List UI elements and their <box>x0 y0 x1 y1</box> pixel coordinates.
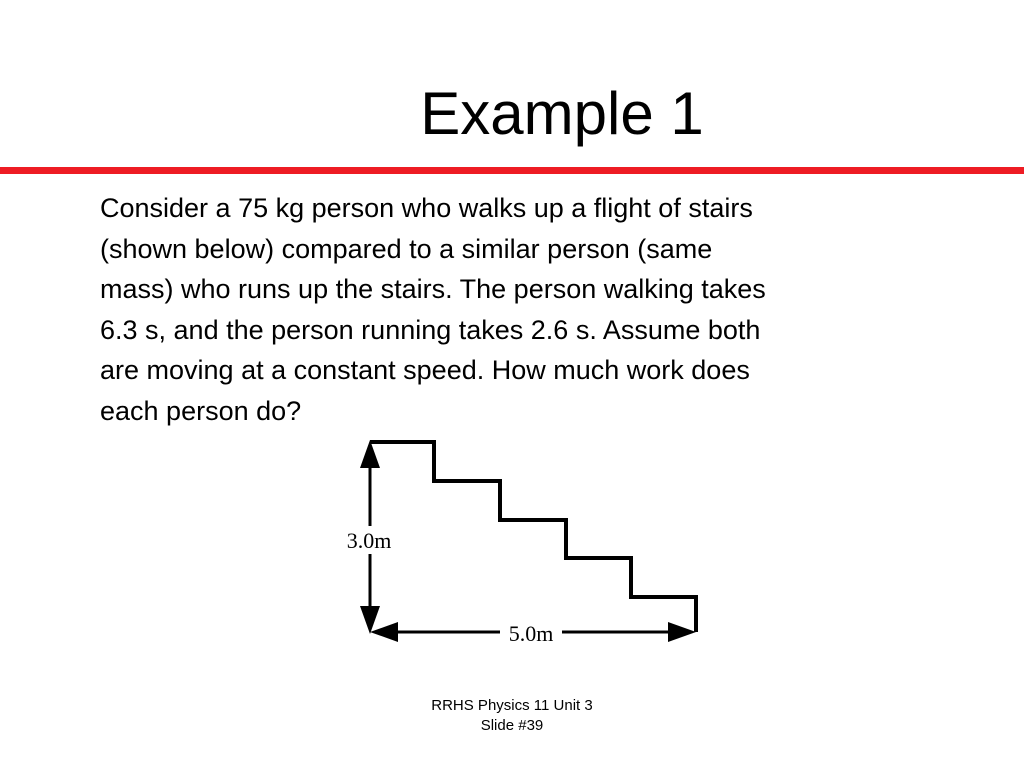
width-arrow-left-icon <box>370 622 398 642</box>
slide-footer <box>412 696 612 736</box>
staircase-outline <box>370 442 696 632</box>
problem-text-line: (shown below) compared to a similar person (same <box>100 233 713 264</box>
height-label: 3.0m <box>346 528 392 553</box>
problem-text-line: 6.3 s, and the person running takes 2.6 s. Assume both <box>100 314 761 345</box>
problem-text-line: mass) who runs up the stairs. The person walking takes <box>100 274 766 304</box>
height-arrow-up-icon <box>360 440 380 468</box>
problem-text-line: each person do? <box>100 395 302 426</box>
footer-slide-number: Slide #39 <box>480 717 544 734</box>
width-label: 5.0m <box>508 621 554 646</box>
problem-text-line: are moving at a constant speed. How much work does <box>100 355 750 385</box>
slide-title: Example 1 <box>420 80 704 147</box>
width-arrow-right-icon <box>668 622 696 642</box>
problem-text-line: Consider a 75 kg person who walks up a flight of stairs <box>100 193 753 223</box>
footer-course: RRHS Physics 11 Unit 3 <box>431 697 593 714</box>
